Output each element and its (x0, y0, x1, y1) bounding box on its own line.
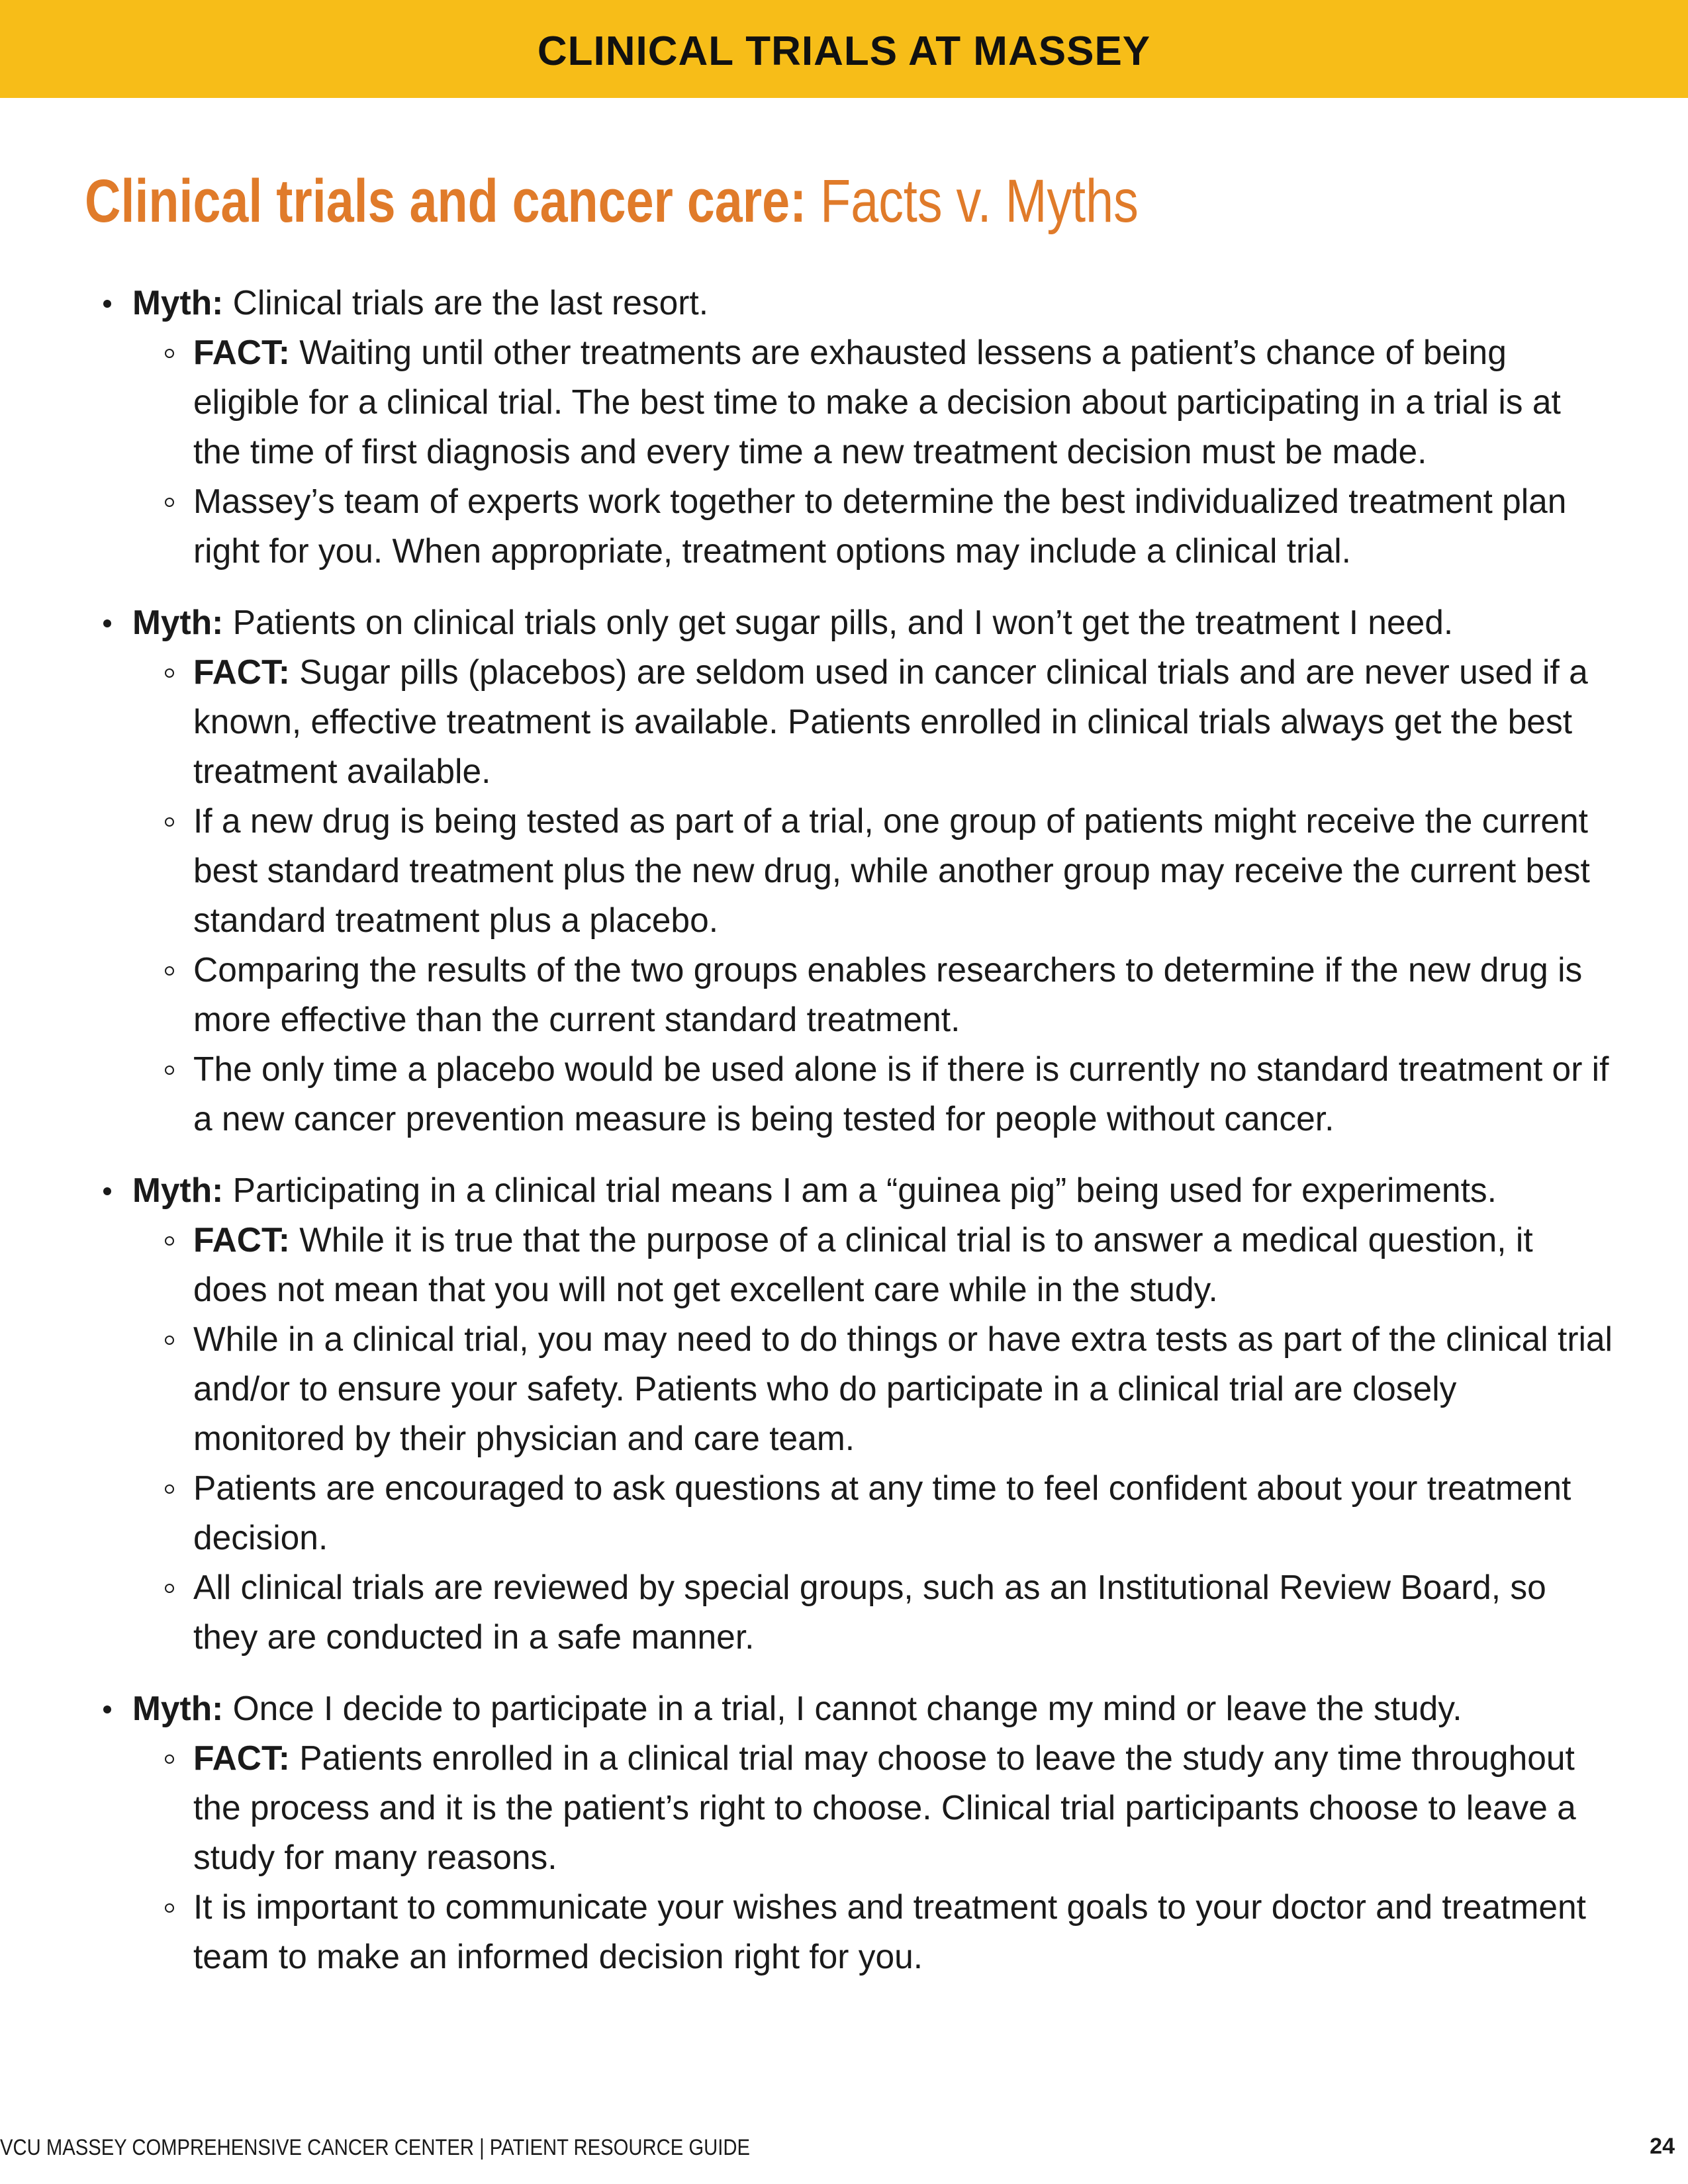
myth-text: Participating in a clinical trial means I am a “guinea pig” being used for experiments. (223, 1171, 1497, 1209)
fact-body: While in a clinical trial, you may need to do things or have extra tests as part of the clinical trial and/or to ensure your safety. Patients who do participate in a clinical trial are closely monitored by their physician and care team. (193, 1320, 1613, 1457)
fact-item (132, 1215, 1615, 1314)
page-number: 24 (1650, 2134, 1675, 2159)
fact-list (132, 328, 1615, 576)
circle-bullet-icon (165, 1236, 174, 1246)
bullet-icon (103, 1706, 111, 1713)
myth-item (93, 1165, 1615, 1662)
fact-list (132, 1215, 1615, 1662)
fact-body: All clinical trials are reviewed by special groups, such as an Institutional Review Board, so they are conducted in a safe manner. (193, 1568, 1546, 1656)
fact-text (193, 1215, 1615, 1314)
myth-item (93, 598, 1615, 1144)
fact-body: Patients are encouraged to ask questions at any time to feel confident about your treatment decision. (193, 1469, 1571, 1557)
myth-statement (132, 598, 1615, 647)
fact-body: The only time a placebo would be used alone is if there is currently no standard treatment or if a new cancer prevention measure is being tested for people without cancer. (193, 1050, 1609, 1138)
fact-label: FACT: (193, 1739, 290, 1777)
circle-bullet-icon (165, 1754, 174, 1764)
circle-bullet-icon (165, 349, 174, 358)
myth-label: Myth: (132, 283, 224, 322)
myth-label: Myth: (132, 1689, 224, 1727)
fact-body: Waiting until other treatments are exhausted lessens a patient’s chance of being eligible for a clinical trial. The best time to make a decision about participating in a trial is at the time of first diagnosis and every time a new treatment decision must be made. (193, 333, 1561, 471)
fact-label: FACT: (193, 333, 290, 371)
circle-bullet-icon (165, 1584, 174, 1593)
circle-bullet-icon (165, 668, 174, 678)
myth-item (93, 1684, 1615, 1981)
fact-item (132, 647, 1615, 796)
circle-bullet-icon (165, 1066, 174, 1075)
fact-item (132, 1563, 1615, 1662)
circle-bullet-icon (165, 1903, 174, 1913)
fact-list (132, 647, 1615, 1144)
fact-item (132, 1733, 1615, 1882)
myth-statement (132, 278, 1615, 328)
myth-statement (132, 1684, 1615, 1733)
circle-bullet-icon (165, 1336, 174, 1345)
fact-label: FACT: (193, 1220, 290, 1259)
fact-item (132, 1463, 1615, 1563)
bullet-icon (103, 300, 111, 308)
fact-text (193, 1733, 1615, 1882)
title-bold: Clinical trials and cancer care: (85, 167, 807, 235)
fact-body: Comparing the results of the two groups enables researchers to determine if the new drug is more effective than the current standard treatment. (193, 950, 1583, 1038)
myth-text: Once I decide to participate in a trial, I cannot change my mind or leave the study. (223, 1689, 1462, 1727)
fact-text (193, 328, 1615, 477)
fact-body: Sugar pills (placebos) are seldom used in cancer clinical trials and are never used if a known, effective treatment is available. Patients enrolled in clinical trials always get the best treatment available. (193, 653, 1588, 790)
myth-label: Myth: (132, 603, 224, 641)
fact-text (193, 647, 1615, 796)
fact-body: While it is true that the purpose of a clinical trial is to answer a medical question, it does not mean that you will not get excellent care while in the study. (193, 1220, 1533, 1308)
title-light: Facts v. Myths (806, 167, 1139, 235)
banner-title: CLINICAL TRIALS AT MASSEY (537, 28, 1151, 74)
myth-label: Myth: (132, 1171, 224, 1209)
circle-bullet-icon (165, 966, 174, 976)
myth-statement (132, 1165, 1615, 1215)
fact-body: It is important to communicate your wishes and treatment goals to your doctor and treatment team to make an informed decision right for you. (193, 1888, 1586, 1976)
fact-list (132, 1733, 1615, 1981)
fact-label: FACT: (193, 653, 290, 691)
myths-list (93, 278, 1615, 2003)
fact-item (132, 945, 1615, 1044)
fact-body: Patients enrolled in a clinical trial may choose to leave the study any time throughout the process and it is the patient’s right to choose. Clinical trial participants choose to leave a study for many reasons. (193, 1739, 1576, 1876)
fact-body: Massey’s team of experts work together to determine the best individualized treatment plan right for you. When appropriate, treatment options may include a clinical trial. (193, 482, 1567, 570)
header-banner (0, 0, 1688, 98)
fact-item (132, 1314, 1615, 1463)
bullet-icon (103, 1187, 111, 1195)
fact-item (132, 328, 1615, 477)
circle-bullet-icon (165, 817, 174, 827)
myth-text: Clinical trials are the last resort. (223, 283, 709, 322)
fact-body: If a new drug is being tested as part of a trial, one group of patients might receive the current best standard treatment plus the new drug, while another group may receive the current best standard treatment plus a placebo. (193, 801, 1590, 939)
fact-item (132, 796, 1615, 945)
fact-item (132, 1882, 1615, 1981)
myth-item (93, 278, 1615, 576)
bullet-icon (103, 619, 111, 627)
circle-bullet-icon (165, 1484, 174, 1494)
footer-guide-title: VCU MASSEY COMPREHENSIVE CANCER CENTER | PATIENT RESOURCE GUIDE (0, 2135, 750, 2160)
circle-bullet-icon (165, 498, 174, 507)
fact-item (132, 1044, 1615, 1144)
fact-item (132, 477, 1615, 576)
myth-text: Patients on clinical trials only get sugar pills, and I won’t get the treatment I need. (223, 603, 1454, 641)
page-title (85, 167, 1139, 235)
